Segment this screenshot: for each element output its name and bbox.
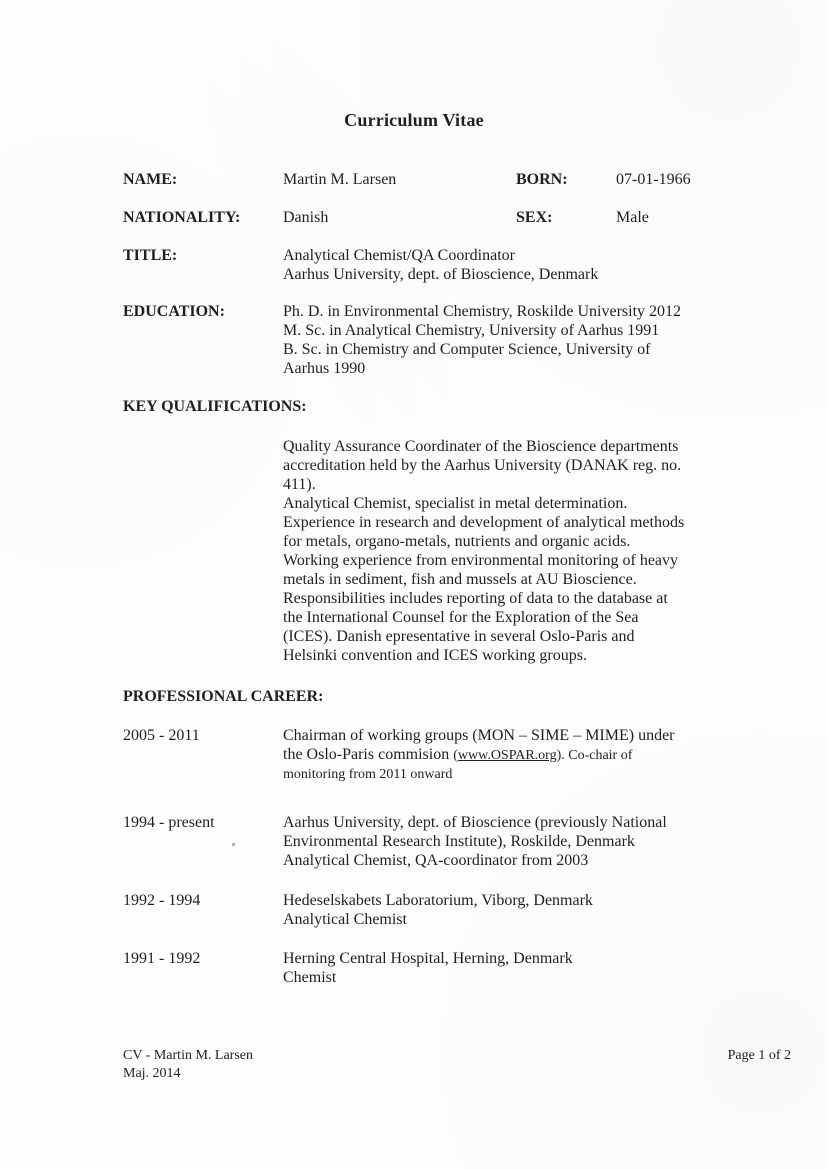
career-description xyxy=(283,891,791,929)
career-line: Hedeselskabets Laboratorium, Viborg, Denmark xyxy=(283,892,593,909)
key-qualifications-paragraph xyxy=(123,437,791,665)
career-line-mixed xyxy=(283,745,791,765)
qualification-line: (ICES). Danish epresentative in several Oslo-Paris and xyxy=(283,628,635,645)
career-period: 1991 - 1992 xyxy=(123,950,201,967)
qualification-line: accreditation held by the Aarhus University (DANAK reg. no. xyxy=(283,457,682,474)
name-value: Martin M. Larsen xyxy=(283,171,397,188)
qualification-line: 411). xyxy=(283,476,316,493)
career-line-small-run: ( xyxy=(453,748,458,763)
document-title: Curriculum Vitae xyxy=(344,110,484,130)
title-row xyxy=(123,246,791,284)
name-label: NAME: xyxy=(123,171,178,188)
career-line: Analytical Chemist xyxy=(283,911,407,928)
career-description xyxy=(283,949,791,987)
education-value xyxy=(283,302,791,378)
career-entry-2005-2011 xyxy=(123,726,791,784)
sex-label: SEX: xyxy=(516,209,553,226)
qualification-line: Helsinki convention and ICES working groups. xyxy=(283,647,587,664)
career-line: Herning Central Hospital, Herning, Denmark xyxy=(283,950,573,967)
education-line: M. Sc. in Analytical Chemistry, University of Aarhus 1991 xyxy=(283,322,660,339)
qualification-line: for metals, organo-metals, nutrients and organic acids. xyxy=(283,533,631,550)
born-label: BORN: xyxy=(516,171,568,188)
career-line: Chairman of working groups (MON – SIME – MIME) under xyxy=(283,727,675,744)
document-content xyxy=(0,170,828,987)
title-line: Analytical Chemist/QA Coordinator xyxy=(283,247,515,264)
qualification-line: metals in sediment, fish and mussels at AU Bioscience. xyxy=(283,571,637,588)
title-label: TITLE: xyxy=(123,247,178,264)
qualification-line: Experience in research and development of analytical methods xyxy=(283,514,685,531)
scan-artifact-dot xyxy=(232,843,235,846)
key-qualifications-heading: KEY QUALIFICATIONS: xyxy=(123,398,307,415)
career-line: Environmental Research Institute), Roskilde, Denmark xyxy=(283,833,635,850)
career-period: 2005 - 2011 xyxy=(123,727,200,744)
professional-career-heading: PROFESSIONAL CAREER: xyxy=(123,688,324,705)
nationality-label: NATIONALITY: xyxy=(123,209,241,226)
sex-value: Male xyxy=(616,209,649,226)
name-born-row xyxy=(123,170,791,189)
career-line: Aarhus University, dept. of Bioscience (previously National xyxy=(283,814,667,831)
document-footer xyxy=(123,1047,791,1083)
nationality-sex-row xyxy=(123,208,791,227)
career-entry-1991-1992 xyxy=(123,949,791,987)
qualification-line: the International Counsel for the Exploration of the Sea xyxy=(283,609,639,626)
footer-doc-label: CV - Martin M. Larsen xyxy=(123,1048,253,1063)
qualification-line: Quality Assurance Coordinater of the Bioscience departments xyxy=(283,438,679,455)
qualification-line: Responsibilities includes reporting of data to the database at xyxy=(283,590,668,607)
ospar-url-text: www.OSPAR.org xyxy=(457,748,557,763)
career-entry-1994-present xyxy=(123,813,791,870)
education-line: B. Sc. in Chemistry and Computer Science, University of xyxy=(283,341,651,358)
nationality-value: Danish xyxy=(283,209,329,226)
career-entry-1992-1994 xyxy=(123,891,791,929)
born-value: 07-01-1966 xyxy=(616,171,691,188)
career-period: 1994 - present xyxy=(123,814,215,831)
career-period: 1992 - 1994 xyxy=(123,892,201,909)
career-line: Analytical Chemist, QA-coordinator from 2003 xyxy=(283,852,589,869)
footer-left xyxy=(123,1047,253,1083)
education-line: Ph. D. in Environmental Chemistry, Roskilde University 2012 xyxy=(283,303,682,320)
career-line-small-run: ). Co-chair of xyxy=(556,748,633,763)
career-line-normal-run: the Oslo-Paris commision xyxy=(283,746,454,763)
qualification-line: Working experience from environmental monitoring of heavy xyxy=(283,552,679,569)
title-line: Aarhus University, dept. of Bioscience, Denmark xyxy=(283,266,599,283)
career-line-small: monitoring from 2011 onward xyxy=(283,767,453,782)
education-line: Aarhus 1990 xyxy=(283,360,366,377)
education-row xyxy=(123,302,791,378)
title-value xyxy=(283,246,791,284)
education-label: EDUCATION: xyxy=(123,303,225,320)
career-line: Chemist xyxy=(283,969,337,986)
footer-page-number: Page 1 of 2 xyxy=(727,1048,791,1063)
footer-date: Maj. 2014 xyxy=(123,1066,181,1081)
career-description xyxy=(283,813,791,870)
qualification-line: Analytical Chemist, specialist in metal determination. xyxy=(283,495,628,512)
career-description xyxy=(283,726,791,784)
